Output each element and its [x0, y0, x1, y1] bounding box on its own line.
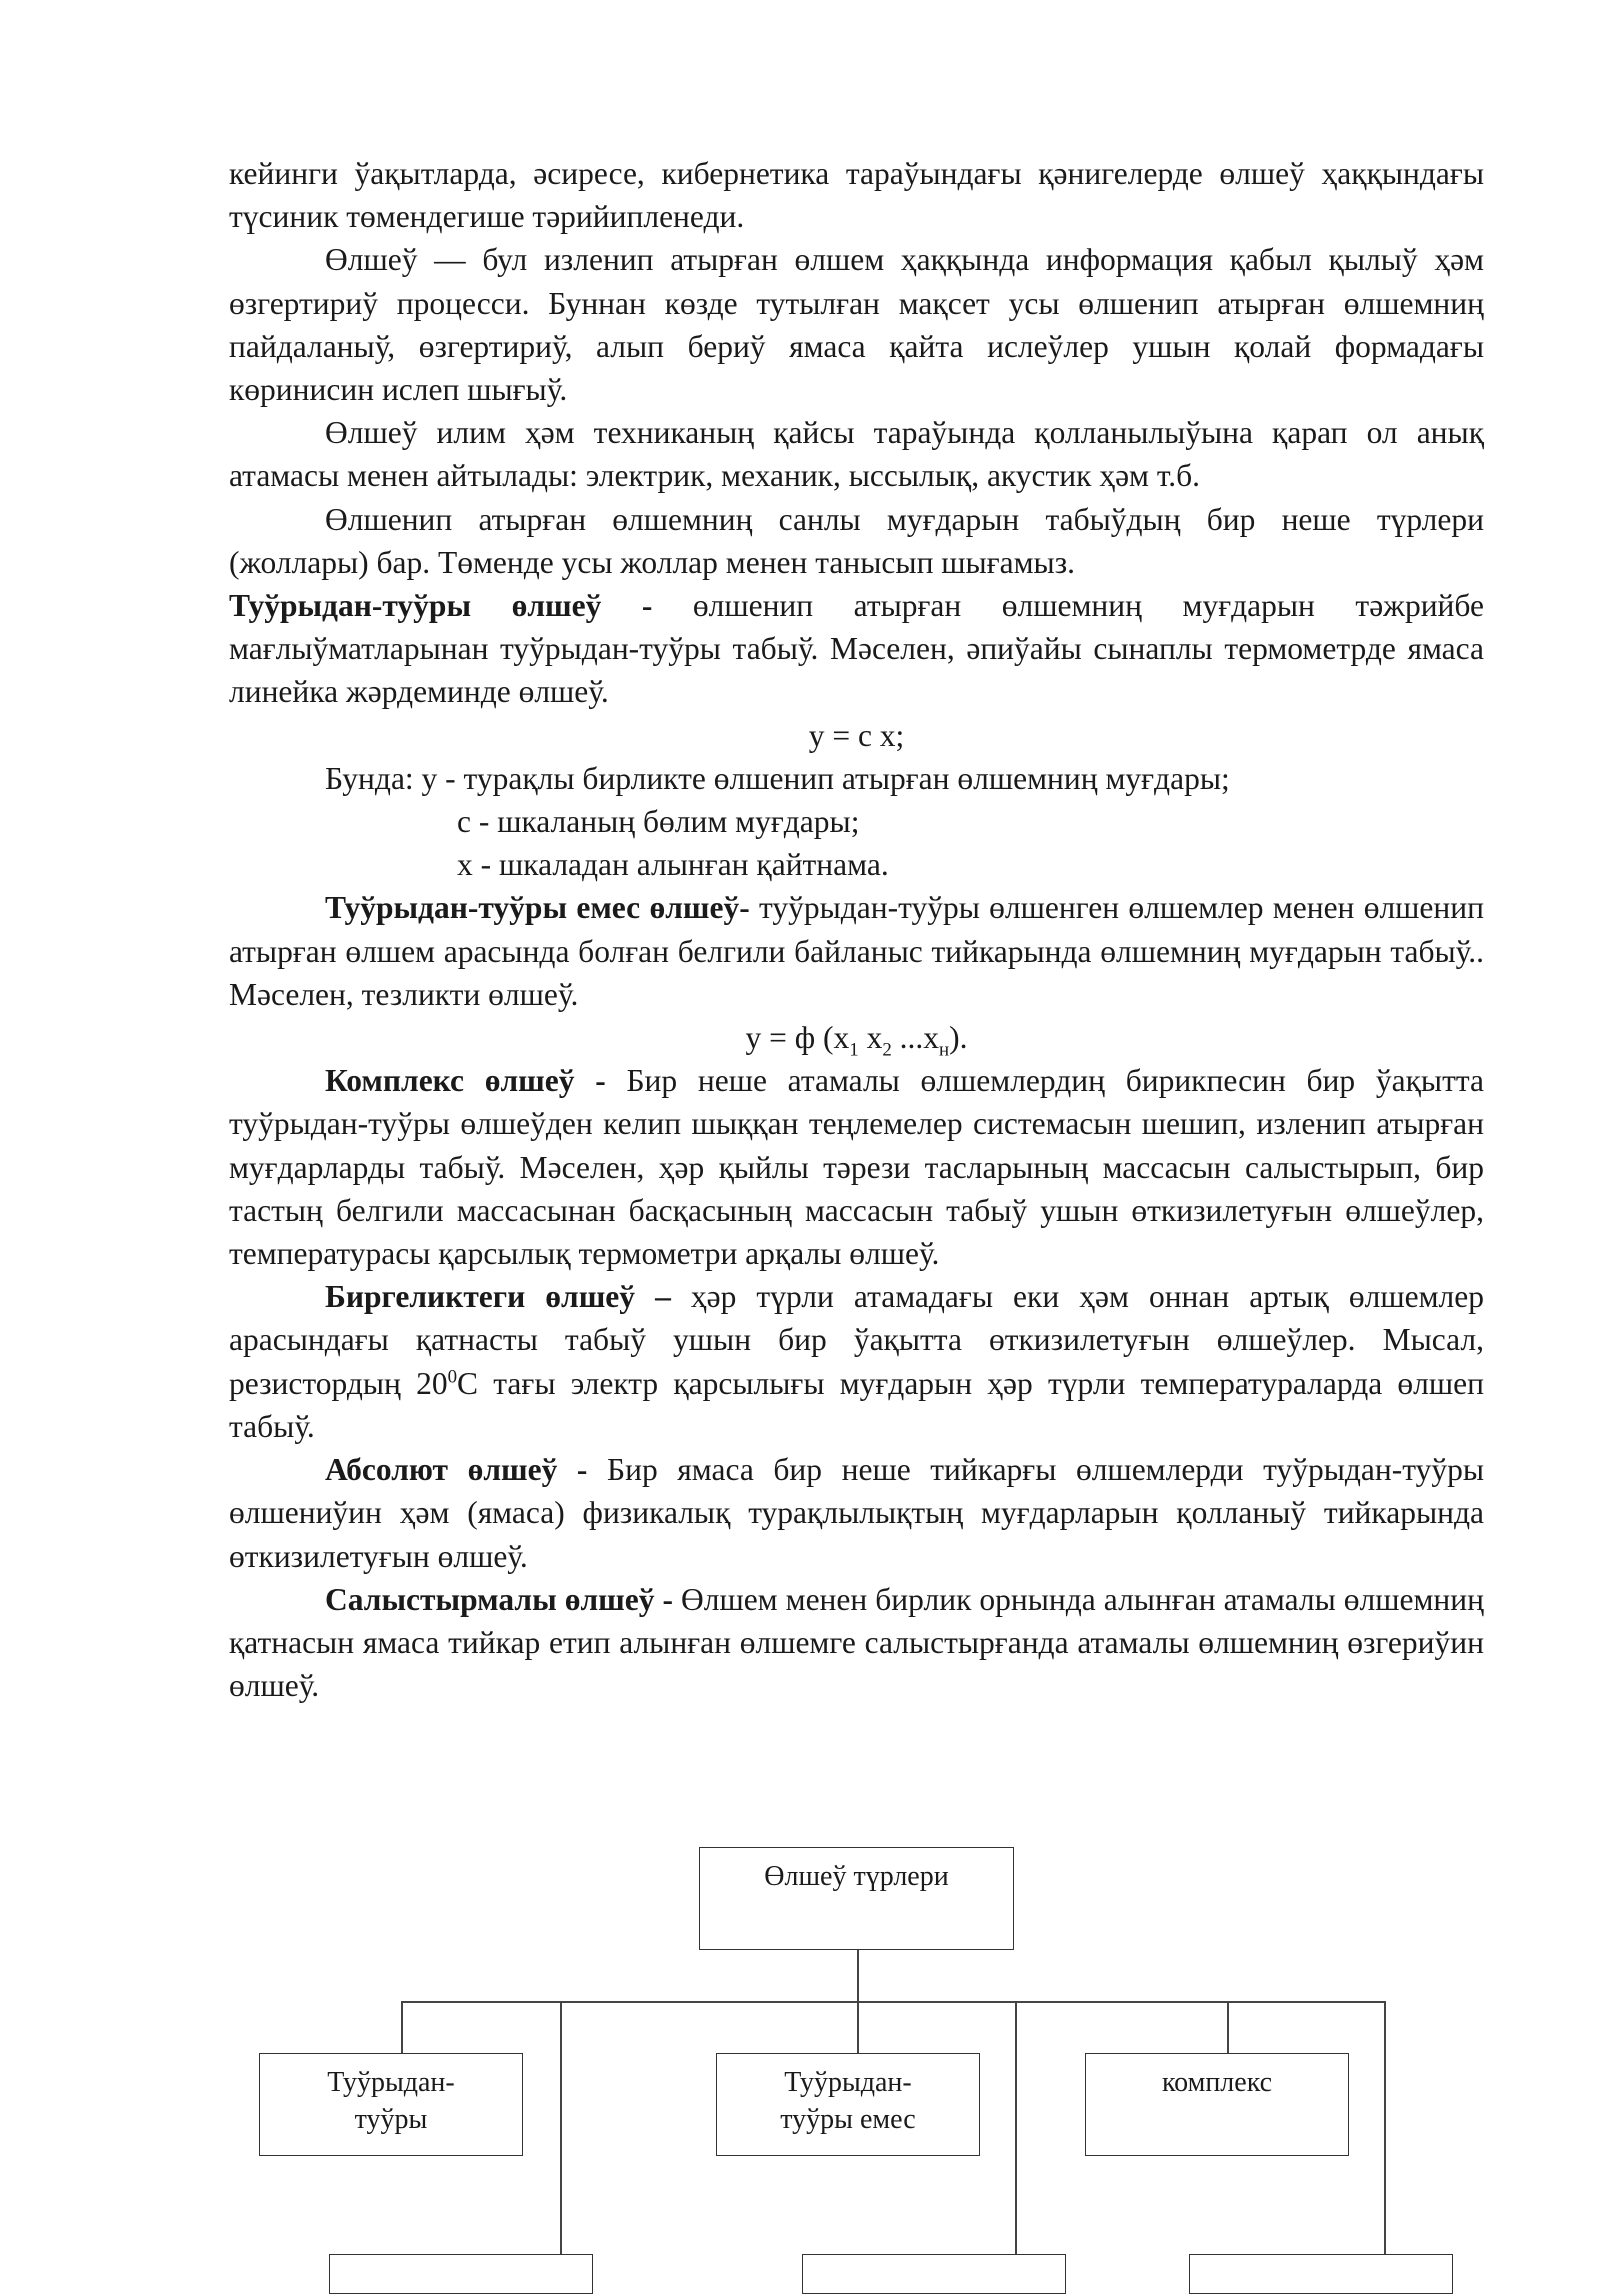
connector-line [857, 1950, 859, 2002]
diagram-box-direct [259, 2053, 523, 2156]
subscript: 1 [849, 1039, 859, 1061]
definition-text: туўрыдан-туўры өлшенген өлшемлер менен өлшенип атырған өлшем арасында болған белгили байланыс тийкарында өлшемниң муғдарын табыў.. Мәселен, тезликти өлшеў. [229, 890, 1484, 1012]
formula-legend: Бунда: y - турақлы бирликте өлшенип атырған өлшемниң муғдары; [325, 760, 1230, 796]
definition-text: ҳәр түрли атамадағы еки ҳәм оннан артық өлшемлер арасындағы қатнасты табыў ушын бир ўақытта өткизилетуғын өлшеўлер. Мысал, резистордың 20 [229, 1279, 1484, 1401]
formula-legend: с - шкаланың бөлим муғдары; [457, 804, 860, 840]
paragraph: Өлшеў илим ҳәм техниканың қайсы тараўында қолланылыўына қарап ол анық атамасы менен айтылады: электрик, механик, ыссылық, акустик ҳәм т.б. [229, 415, 1484, 494]
diagram-box-label: Туўрыдан- [784, 2067, 912, 2098]
diagram-box-label: Туўрыдан- [327, 2067, 455, 2098]
subscript: н [939, 1039, 950, 1061]
connector-line [1384, 2001, 1386, 2262]
definition-text: Бир ямаса бир неше тийкарғы өлшемлерди туўрыдан-туўры өлшениўин ҳәм (ямаса) физикалық турақлылықтың муғдарларын қолланыў тийкарында өткизилетуғын өлшеў. [229, 1452, 1484, 1574]
formula-part: ...x [891, 1020, 940, 1056]
paragraph: кейинги ўақытларда, әсиресе, кибернетика тараўындағы қәнигелерде өлшеў ҳаққындағы түсиник төмендегише тәрийипленеди. [229, 156, 1484, 235]
formula: y = c x; [808, 717, 905, 753]
connector-line [560, 2001, 562, 2262]
formula-legend: x - шкаладан алынған қайтнама. [457, 847, 889, 883]
paragraph-absolute-measurement [229, 1448, 1484, 1578]
diagram-box-partial [1189, 2254, 1453, 2294]
superscript: 0 [447, 1366, 458, 1388]
term-complex: Комплекс өлшеў - [325, 1063, 606, 1099]
term-indirect: Туўрыдан-туўры емес өлшеў- [325, 890, 750, 926]
paragraph: Өлшеў — бул изленип атырған өлшем ҳаққында информация қабыл қылыў ҳәм өзгертириў процесси. Буннан көзде тутылған мақсет усы өлшенип атырған өлшемниң пайдаланыў, өзгертириў, алып бериў ямаса қайта ислеўлер ушын қолай формадағы көринисин ислеп шығыў. [229, 242, 1484, 408]
definition-text: өлшенип атырған өлшемниң муғдарын тәжрийбе мағлыўматларынан туўрыдан-туўры табыў. Мәселен, әпиўайы сынаплы термометрде ямаса линейка жәрдеминде өлшеў. [229, 588, 1485, 710]
paragraph-direct-measurement [229, 584, 1484, 714]
term-joint: Биргеликтеги өлшеў – [325, 1279, 671, 1315]
formula [229, 1016, 1484, 1059]
diagram-root-box [699, 1847, 1014, 1950]
connector-line [401, 2001, 403, 2053]
formula-part: y = ф (x [745, 1020, 850, 1056]
definition-text: Бир неше атамалы өлшемлердиң бирикпесин бир ўақытта туўрыдан-туўры өлшеўден келип шыққан теңлемелер системасын шешип, изленип атырған муғдарларды табыў. Мәселен, ҳәр қыйлы тәрези тасларының массасын салыстырып, бир тастың белгили массасынан басқасының массасын табыў ушын өткизилетуғын өлшеўлер, температурасы қарсылық термометри арқалы өлшеў. [229, 1063, 1484, 1272]
term-direct: Туўрыдан-туўры өлшеў - [229, 588, 653, 624]
term-absolute: Абсолют өлшеў - [325, 1452, 588, 1488]
document-body [229, 152, 1484, 1707]
paragraph-complex-measurement [229, 1059, 1484, 1275]
connector-line [857, 2001, 859, 2053]
diagram-box-label: туўры емес [780, 2104, 916, 2135]
term-relative: Салыстырмалы өлшеў - [325, 1581, 673, 1617]
paragraph-relative-measurement [229, 1578, 1484, 1708]
diagram-root-label: Өлшеў түрлери [764, 1861, 949, 1892]
subscript: 2 [882, 1039, 892, 1061]
diagram-box-indirect [716, 2053, 980, 2156]
definition-text: С тағы электр қарсылығы муғдарын ҳәр түрли температураларда өлшеп табыў. [229, 1365, 1484, 1444]
connector-line [1015, 2001, 1017, 2262]
diagram-box-complex [1085, 2053, 1349, 2156]
diagram-box-label: комплекс [1161, 2067, 1273, 2098]
connector-line [401, 2001, 1385, 2003]
formula-part: x [858, 1020, 883, 1056]
definition-text: Өлшем менен бирлик орнында алынған атамалы өлшемниң қатнасын ямаса тийкар етип алынған өлшемге салыстырғанда атамалы өлшемниң өзгериўин өлшеў. [229, 1581, 1484, 1704]
formula-part: ). [949, 1020, 968, 1056]
diagram-box-partial [329, 2254, 593, 2294]
paragraph: Өлшенип атырған өлшемниң санлы муғдарын табыўдың бир неше түрлери (жоллары) бар. Төменде усы жоллар менен танысып шығамыз. [229, 501, 1484, 580]
paragraph-indirect-measurement [229, 886, 1484, 1016]
diagram-box-label: туўры [354, 2104, 428, 2135]
diagram-box-partial [802, 2254, 1066, 2294]
paragraph-joint-measurement [229, 1275, 1484, 1448]
connector-line [1227, 2001, 1229, 2053]
